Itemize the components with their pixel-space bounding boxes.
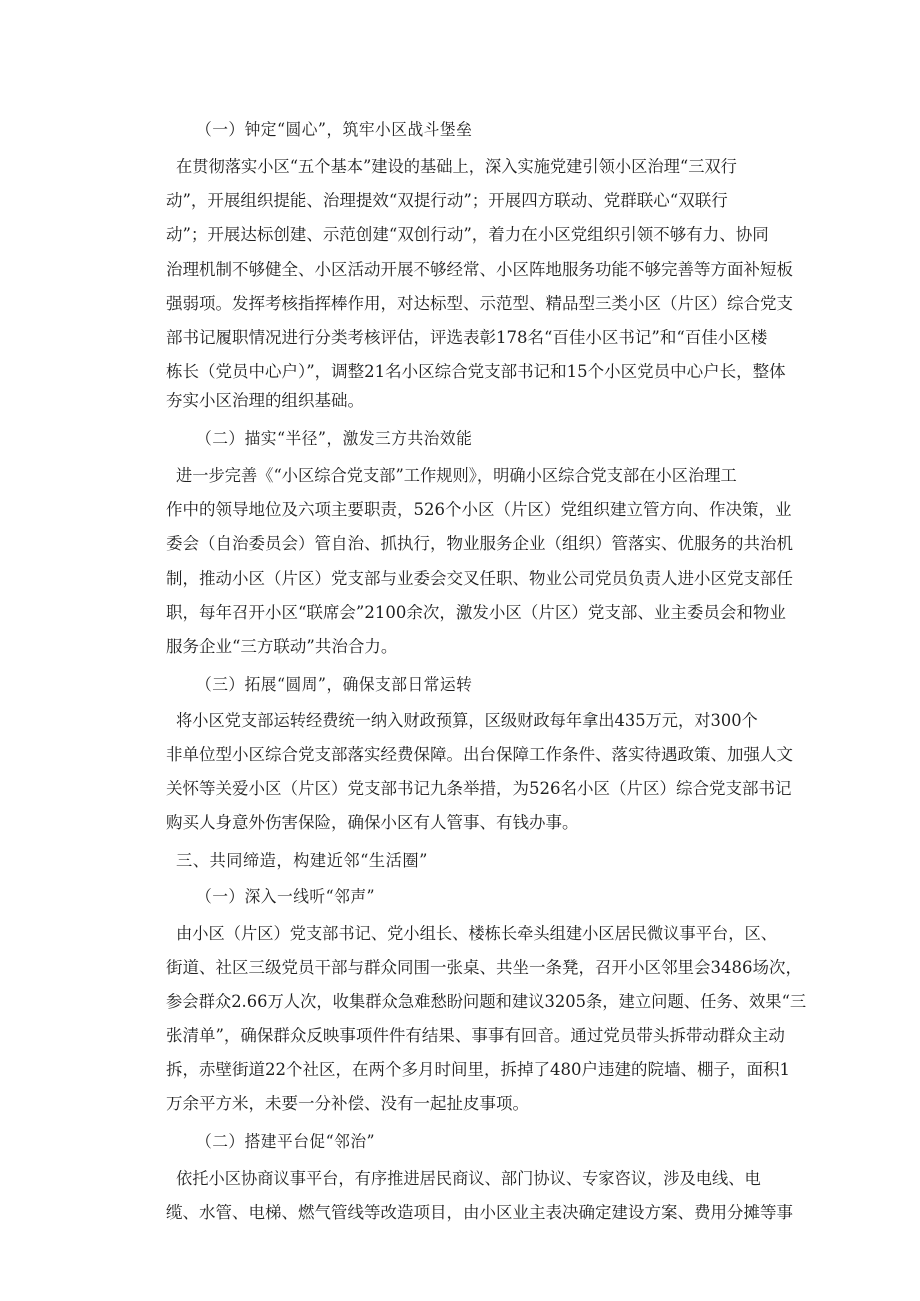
paragraph-line: 职，每年召开小区“联席会”2100余次，激发小区（片区）党支部、业主委员会和物业 xyxy=(166,603,786,622)
paragraph-line: 部书记履职情况进行分类考核评估，评选表彰178名“百佳小区书记”和“百佳小区楼 xyxy=(166,328,768,347)
section-heading-1: （一）钟定“圆心”，筑牢小区战斗堡垒 xyxy=(196,120,473,139)
paragraph-line: 委会（自治委员会）管自治、抓执行，物业服务企业（组织）管落实、优服务的共治机 xyxy=(166,534,793,553)
paragraph-line: 动”；开展达标创建、示范创建“双创行动”，着力在小区党组织引领不够有力、协同 xyxy=(166,225,769,244)
section-heading-3-1: （一）深入一线听“邻声” xyxy=(196,887,376,906)
section-heading-3-2: （二）搭建平台促“邻治” xyxy=(196,1132,376,1151)
paragraph-line: 强弱项。发挥考核指挥棒作用，对达标型、示范型、精品型三类小区（片区）综合党支 xyxy=(166,294,793,313)
paragraph-line: 作中的领导地位及六项主要职责，526个小区（片区）党组织建立管方向、作决策，业 xyxy=(166,500,792,519)
paragraph-line: 参会群众2.66万人次，收集群众急难愁盼问题和建议3205条，建立问题、任务、效果“三 xyxy=(166,992,807,1011)
paragraph-line: 在贯彻落实小区“五个基本”建设的基础上，深入实施党建引领小区治理“三双行 xyxy=(176,157,737,176)
paragraph-line: 街道、社区三级党员干部与群众同围一张桌、共坐一条凳，召开小区邻里会3486场次， xyxy=(166,958,802,977)
section-heading-3: （三）拓展“圆周”，确保支部日常运转 xyxy=(196,675,473,694)
paragraph-line: 购买人身意外伤害保险，确保小区有人管事、有钱办事。 xyxy=(166,813,579,832)
paragraph-line: 依托小区协商议事平台，有序推进居民商议、部门协议、专家咨议，涉及电线、电 xyxy=(176,1169,761,1188)
paragraph-line: 将小区党支部运转经费统一纳入财政预算，区级财政每年拿出435万元，对300个 xyxy=(176,711,758,730)
paragraph-line: 拆，赤壁街道22个社区，在两个多月时间里，拆掉了480户违建的院墙、棚子，面积1 xyxy=(166,1060,790,1079)
paragraph-line: 关怀等关爱小区（片区）党支部书记九条举措，为526名小区（片区）综合党支部书记 xyxy=(166,779,792,798)
paragraph-line: 服务企业“三方联动”共治合力。 xyxy=(166,637,398,656)
paragraph-line: 制，推动小区（片区）党支部与业委会交叉任职、物业公司党员负责人进小区党支部任 xyxy=(166,569,793,588)
paragraph-line: 夯实小区治理的组织基础。 xyxy=(166,391,364,410)
paragraph-line: 万余平方米，未要一分补偿、没有一起扯皮事项。 xyxy=(166,1094,529,1113)
chapter-heading-3: 三、共同缔造，构建近邻“生活圈” xyxy=(176,851,428,870)
paragraph-line: 栋长（党员中心户）”，调整21名小区综合党支部书记和15个小区党员中心户长，整体 xyxy=(166,362,786,381)
paragraph-line: 张清单”，确保群众反映事项件件有结果、事事有回音。通过党员带头拆带动群众主动 xyxy=(166,1026,785,1045)
paragraph-line: 非单位型小区综合党支部落实经费保障。出台保障工作条件、落实待遇政策、加强人文 xyxy=(166,745,793,764)
section-heading-2: （二）描实“半径”，激发三方共治效能 xyxy=(196,429,473,448)
paragraph-line: 由小区（片区）党支部书记、党小组长、楼栋长牵头组建小区居民微议事平台，区、 xyxy=(176,924,777,943)
paragraph-line: 缆、水管、电梯、燃气管线等改造项目，由小区业主表决确定建设方案、费用分摊等事 xyxy=(166,1203,793,1222)
paragraph-line: 治理机制不够健全、小区活动开展不够经常、小区阵地服务功能不够完善等方面补短板 xyxy=(166,260,793,279)
paragraph-line: 动”，开展组织提能、治理提效“双提行动”；开展四方联动、党群联心“双联行 xyxy=(166,191,728,210)
paragraph-line: 进一步完善《“小区综合党支部”工作规则》，明确小区综合党支部在小区治理工 xyxy=(176,466,737,485)
